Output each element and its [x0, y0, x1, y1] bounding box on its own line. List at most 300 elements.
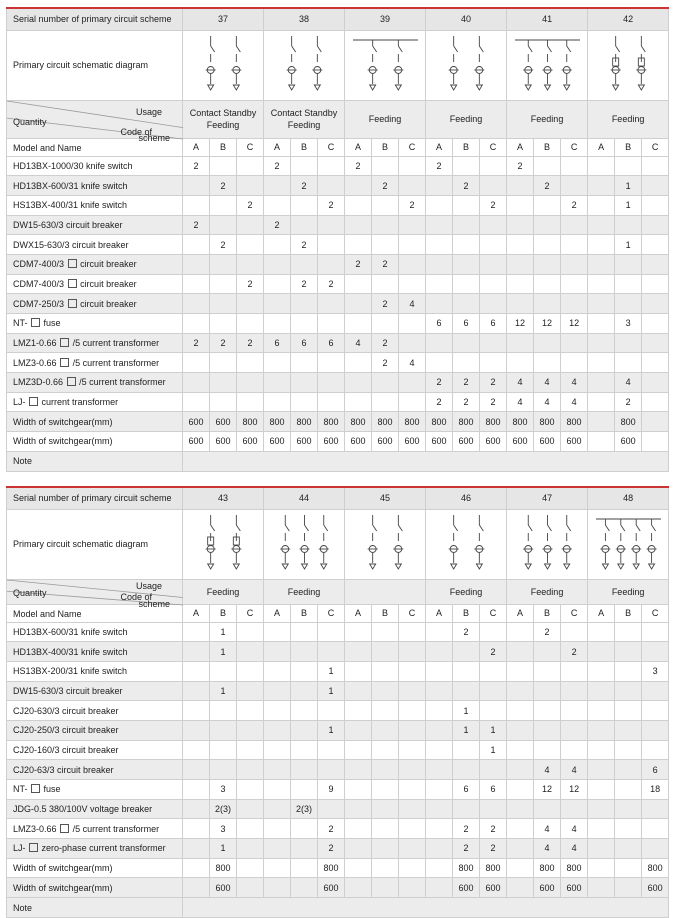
- value-cell: [453, 353, 480, 373]
- value-cell: 4: [534, 373, 561, 393]
- value-cell: [642, 642, 669, 662]
- value-cell: [183, 254, 210, 274]
- value-cell: [480, 333, 507, 353]
- value-cell: [426, 333, 453, 353]
- value-cell: [264, 622, 291, 642]
- value-cell: 6: [453, 314, 480, 334]
- value-cell: [588, 235, 615, 255]
- value-cell: [426, 661, 453, 681]
- value-cell: [183, 661, 210, 681]
- usage-value: Feeding: [426, 100, 507, 138]
- value-cell: 600: [453, 432, 480, 452]
- value-cell: 2: [399, 195, 426, 215]
- value-cell: [210, 740, 237, 760]
- schematic-cell: [426, 509, 507, 579]
- value-cell: 2: [480, 839, 507, 859]
- value-cell: 800: [426, 412, 453, 432]
- value-cell: 6: [480, 314, 507, 334]
- value-cell: [210, 195, 237, 215]
- value-cell: [588, 740, 615, 760]
- value-cell: [345, 878, 372, 898]
- value-cell: [264, 373, 291, 393]
- value-cell: [588, 392, 615, 412]
- value-cell: [291, 681, 318, 701]
- row-label: [7, 780, 183, 800]
- value-cell: [291, 392, 318, 412]
- value-cell: [534, 642, 561, 662]
- value-cell: [642, 622, 669, 642]
- value-cell: [264, 274, 291, 294]
- value-cell: [615, 878, 642, 898]
- value-cell: [264, 720, 291, 740]
- value-cell: [264, 176, 291, 196]
- value-cell: [507, 353, 534, 373]
- scheme-table: [6, 486, 669, 918]
- value-cell: [210, 156, 237, 176]
- value-cell: [183, 799, 210, 819]
- scheme-diagram-icon: [428, 32, 505, 98]
- code-cell: B: [453, 138, 480, 156]
- value-cell: [291, 314, 318, 334]
- blank-box-icon: [60, 338, 69, 347]
- value-cell: 2: [453, 819, 480, 839]
- value-cell: [480, 156, 507, 176]
- value-cell: [399, 858, 426, 878]
- value-cell: [480, 294, 507, 314]
- value-cell: [615, 215, 642, 235]
- value-cell: [507, 176, 534, 196]
- scheme-number: 42: [588, 8, 669, 30]
- value-cell: 600: [561, 878, 588, 898]
- value-cell: [642, 274, 669, 294]
- value-cell: 6: [318, 333, 345, 353]
- schematic-cell: [183, 30, 264, 100]
- value-cell: [345, 294, 372, 314]
- value-cell: [291, 780, 318, 800]
- value-cell: [642, 740, 669, 760]
- row-label: CJ20-250/3 circuit breaker: [7, 720, 183, 740]
- code-row: [7, 138, 669, 156]
- value-cell: [588, 254, 615, 274]
- value-cell: 4: [561, 392, 588, 412]
- value-cell: 2: [237, 274, 264, 294]
- value-cell: [561, 661, 588, 681]
- value-cell: [237, 740, 264, 760]
- scheme-diagram-icon: [509, 511, 586, 577]
- model-suffix: circuit breaker: [80, 298, 137, 309]
- value-cell: [372, 314, 399, 334]
- value-cell: [588, 780, 615, 800]
- value-cell: 1: [615, 195, 642, 215]
- scheme-number: 45: [345, 487, 426, 509]
- value-cell: [237, 799, 264, 819]
- value-cell: [399, 799, 426, 819]
- value-cell: [453, 254, 480, 274]
- value-cell: [426, 353, 453, 373]
- model-suffix: /5 current transformer: [72, 357, 160, 368]
- value-cell: [399, 740, 426, 760]
- value-cell: [642, 195, 669, 215]
- value-cell: [237, 622, 264, 642]
- model-suffix: zero-phase current transformer: [41, 843, 166, 854]
- value-cell: 1: [480, 720, 507, 740]
- value-cell: [615, 760, 642, 780]
- value-cell: [642, 701, 669, 721]
- table-row: [7, 254, 669, 274]
- value-cell: [615, 819, 642, 839]
- value-cell: [615, 353, 642, 373]
- model-suffix: circuit breaker: [80, 278, 137, 289]
- code-cell: A: [345, 138, 372, 156]
- model-prefix: NT-: [13, 318, 28, 329]
- value-cell: [264, 392, 291, 412]
- value-cell: [561, 333, 588, 353]
- value-cell: 4: [534, 760, 561, 780]
- value-cell: 600: [183, 432, 210, 452]
- scheme-number: 38: [264, 8, 345, 30]
- value-cell: [507, 681, 534, 701]
- model-suffix: /5 current transformer: [72, 338, 160, 349]
- value-cell: [345, 195, 372, 215]
- value-cell: [453, 760, 480, 780]
- code-cell: B: [372, 604, 399, 622]
- value-cell: [183, 274, 210, 294]
- table-row: [7, 373, 669, 393]
- value-cell: 2: [426, 392, 453, 412]
- value-cell: 600: [264, 432, 291, 452]
- value-cell: [237, 858, 264, 878]
- value-cell: [210, 294, 237, 314]
- value-cell: [318, 799, 345, 819]
- code-cell: B: [534, 604, 561, 622]
- value-cell: [588, 353, 615, 373]
- value-cell: [642, 720, 669, 740]
- value-cell: [642, 294, 669, 314]
- value-cell: 600: [480, 878, 507, 898]
- diagram-row: [7, 30, 669, 100]
- value-cell: [615, 720, 642, 740]
- value-cell: [561, 254, 588, 274]
- value-cell: [507, 780, 534, 800]
- value-cell: [534, 720, 561, 740]
- value-cell: [237, 176, 264, 196]
- value-cell: [507, 333, 534, 353]
- value-cell: 6: [642, 760, 669, 780]
- value-cell: [642, 353, 669, 373]
- value-cell: 2: [237, 195, 264, 215]
- value-cell: [615, 701, 642, 721]
- value-cell: 2: [318, 274, 345, 294]
- table-row: [7, 622, 669, 642]
- value-cell: [534, 215, 561, 235]
- value-cell: 6: [426, 314, 453, 334]
- row-label: [7, 294, 183, 314]
- scheme-number: 47: [507, 487, 588, 509]
- value-cell: [561, 156, 588, 176]
- value-cell: [210, 661, 237, 681]
- value-cell: [399, 622, 426, 642]
- value-cell: [210, 392, 237, 412]
- scheme-number: 48: [588, 487, 669, 509]
- scheme-diagram-icon: [347, 32, 424, 98]
- value-cell: [345, 681, 372, 701]
- value-cell: [453, 681, 480, 701]
- value-cell: [372, 373, 399, 393]
- value-cell: [480, 701, 507, 721]
- value-cell: 1: [318, 681, 345, 701]
- usage-value: [345, 579, 426, 604]
- value-cell: [588, 681, 615, 701]
- note-row: [7, 451, 669, 471]
- value-cell: [561, 353, 588, 373]
- diagram-label: Primary circuit schematic diagram: [7, 509, 183, 579]
- value-cell: [183, 622, 210, 642]
- value-cell: [507, 195, 534, 215]
- value-cell: [453, 333, 480, 353]
- scheme-label: scheme: [138, 132, 170, 143]
- row-label: [7, 274, 183, 294]
- value-cell: [507, 215, 534, 235]
- value-cell: 1: [210, 642, 237, 662]
- value-cell: [345, 642, 372, 662]
- row-label: [7, 254, 183, 274]
- code-cell: C: [480, 604, 507, 622]
- value-cell: [426, 701, 453, 721]
- value-cell: [345, 839, 372, 859]
- value-cell: [480, 661, 507, 681]
- value-cell: [615, 254, 642, 274]
- value-cell: 2: [237, 333, 264, 353]
- value-cell: 4: [534, 839, 561, 859]
- table-row: [7, 235, 669, 255]
- value-cell: 6: [453, 780, 480, 800]
- value-cell: 1: [453, 701, 480, 721]
- value-cell: [642, 432, 669, 452]
- code-cell: A: [183, 138, 210, 156]
- value-cell: [183, 681, 210, 701]
- value-cell: [453, 799, 480, 819]
- value-cell: 4: [345, 333, 372, 353]
- value-cell: [534, 156, 561, 176]
- scheme-number: 40: [426, 8, 507, 30]
- value-cell: [507, 294, 534, 314]
- value-cell: [642, 176, 669, 196]
- schematic-cell: [345, 509, 426, 579]
- table-row: [7, 839, 669, 859]
- model-suffix: fuse: [43, 784, 61, 795]
- value-cell: [237, 156, 264, 176]
- code-cell: C: [561, 604, 588, 622]
- schematic-cell: [507, 30, 588, 100]
- code-cell: A: [264, 604, 291, 622]
- value-cell: [237, 373, 264, 393]
- value-cell: [534, 740, 561, 760]
- value-cell: [453, 235, 480, 255]
- row-label: [7, 333, 183, 353]
- table-row: [7, 215, 669, 235]
- table-row: [7, 858, 669, 878]
- value-cell: [345, 392, 372, 412]
- schematic-cell: [426, 30, 507, 100]
- value-cell: [615, 740, 642, 760]
- value-cell: [264, 760, 291, 780]
- note-label: Note: [7, 451, 183, 471]
- usage-label: Usage: [135, 580, 162, 591]
- usage-value: Feeding: [507, 579, 588, 604]
- code-cell: B: [615, 604, 642, 622]
- table-row: [7, 819, 669, 839]
- table-row: [7, 314, 669, 334]
- table-row: [7, 760, 669, 780]
- value-cell: 4: [561, 760, 588, 780]
- value-cell: [615, 799, 642, 819]
- value-cell: 2: [534, 622, 561, 642]
- row-label: DW15-630/3 circuit breaker: [7, 215, 183, 235]
- code-row: [7, 604, 669, 622]
- value-cell: [480, 799, 507, 819]
- model-suffix: current transformer: [41, 397, 119, 408]
- value-cell: [237, 392, 264, 412]
- table-row: [7, 642, 669, 662]
- table-row: [7, 392, 669, 412]
- value-cell: [237, 701, 264, 721]
- value-cell: [399, 176, 426, 196]
- scheme-diagram-icon: [347, 511, 424, 577]
- value-cell: 3: [210, 819, 237, 839]
- value-cell: [291, 156, 318, 176]
- value-cell: [183, 740, 210, 760]
- model-suffix: /5 current transformer: [79, 377, 166, 388]
- value-cell: [183, 642, 210, 662]
- value-cell: 600: [507, 432, 534, 452]
- value-cell: [615, 274, 642, 294]
- value-cell: [264, 780, 291, 800]
- row-label: [7, 819, 183, 839]
- serial-row: [7, 487, 669, 509]
- value-cell: [372, 878, 399, 898]
- value-cell: [561, 235, 588, 255]
- value-cell: 2: [615, 392, 642, 412]
- value-cell: [588, 373, 615, 393]
- value-cell: [264, 839, 291, 859]
- value-cell: [318, 392, 345, 412]
- note-label: Note: [7, 898, 183, 918]
- code-cell: B: [210, 138, 237, 156]
- value-cell: [426, 294, 453, 314]
- value-cell: [210, 254, 237, 274]
- value-cell: [453, 661, 480, 681]
- value-cell: [453, 215, 480, 235]
- code-cell: A: [426, 138, 453, 156]
- value-cell: 800: [534, 412, 561, 432]
- code-cell: B: [210, 604, 237, 622]
- scheme-number: 39: [345, 8, 426, 30]
- value-cell: 800: [318, 412, 345, 432]
- value-cell: [507, 235, 534, 255]
- value-cell: [534, 195, 561, 215]
- value-cell: [426, 642, 453, 662]
- value-cell: [615, 839, 642, 859]
- value-cell: [183, 760, 210, 780]
- table-row: [7, 799, 669, 819]
- scheme-diagram-icon: [266, 511, 343, 577]
- row-label: Width of switchgear(mm): [7, 858, 183, 878]
- value-cell: [534, 254, 561, 274]
- value-cell: 2: [264, 215, 291, 235]
- value-cell: [210, 373, 237, 393]
- value-cell: 4: [399, 353, 426, 373]
- value-cell: [561, 622, 588, 642]
- value-cell: 800: [561, 412, 588, 432]
- value-cell: [291, 819, 318, 839]
- value-cell: 12: [534, 780, 561, 800]
- value-cell: [534, 274, 561, 294]
- row-label: [7, 392, 183, 412]
- blank-box-icon: [68, 299, 77, 308]
- value-cell: [642, 392, 669, 412]
- value-cell: 2: [453, 839, 480, 859]
- value-cell: [534, 799, 561, 819]
- value-cell: [372, 235, 399, 255]
- value-cell: [237, 681, 264, 701]
- value-cell: [264, 235, 291, 255]
- value-cell: [318, 701, 345, 721]
- value-cell: [588, 294, 615, 314]
- value-cell: [561, 720, 588, 740]
- value-cell: [588, 176, 615, 196]
- value-cell: [372, 156, 399, 176]
- code-cell: C: [237, 138, 264, 156]
- value-cell: [588, 799, 615, 819]
- value-cell: 800: [507, 412, 534, 432]
- model-prefix: CDM7-400/3: [13, 278, 65, 289]
- value-cell: 4: [561, 839, 588, 859]
- model-header-cell: [7, 598, 183, 622]
- usage-value: Feeding: [183, 579, 264, 604]
- value-cell: 800: [318, 858, 345, 878]
- diagram-label: Primary circuit schematic diagram: [7, 30, 183, 100]
- value-cell: [534, 235, 561, 255]
- code-cell: C: [561, 138, 588, 156]
- value-cell: [642, 333, 669, 353]
- value-cell: [345, 176, 372, 196]
- value-cell: [210, 215, 237, 235]
- value-cell: [399, 373, 426, 393]
- row-label: [7, 373, 183, 393]
- value-cell: [183, 235, 210, 255]
- value-cell: [507, 839, 534, 859]
- value-cell: [264, 254, 291, 274]
- value-cell: [318, 215, 345, 235]
- value-cell: [372, 661, 399, 681]
- value-cell: 1: [615, 235, 642, 255]
- code-cell: C: [642, 604, 669, 622]
- value-cell: [561, 176, 588, 196]
- model-label: Model and Name: [13, 142, 82, 153]
- value-cell: [399, 392, 426, 412]
- value-cell: 2: [372, 176, 399, 196]
- value-cell: [372, 760, 399, 780]
- value-cell: [264, 819, 291, 839]
- blank-box-icon: [68, 259, 77, 268]
- value-cell: 2: [318, 839, 345, 859]
- schematic-cell: [183, 509, 264, 579]
- value-cell: 2: [372, 294, 399, 314]
- value-cell: [615, 156, 642, 176]
- value-cell: [291, 839, 318, 859]
- value-cell: [237, 760, 264, 780]
- row-label: [7, 839, 183, 859]
